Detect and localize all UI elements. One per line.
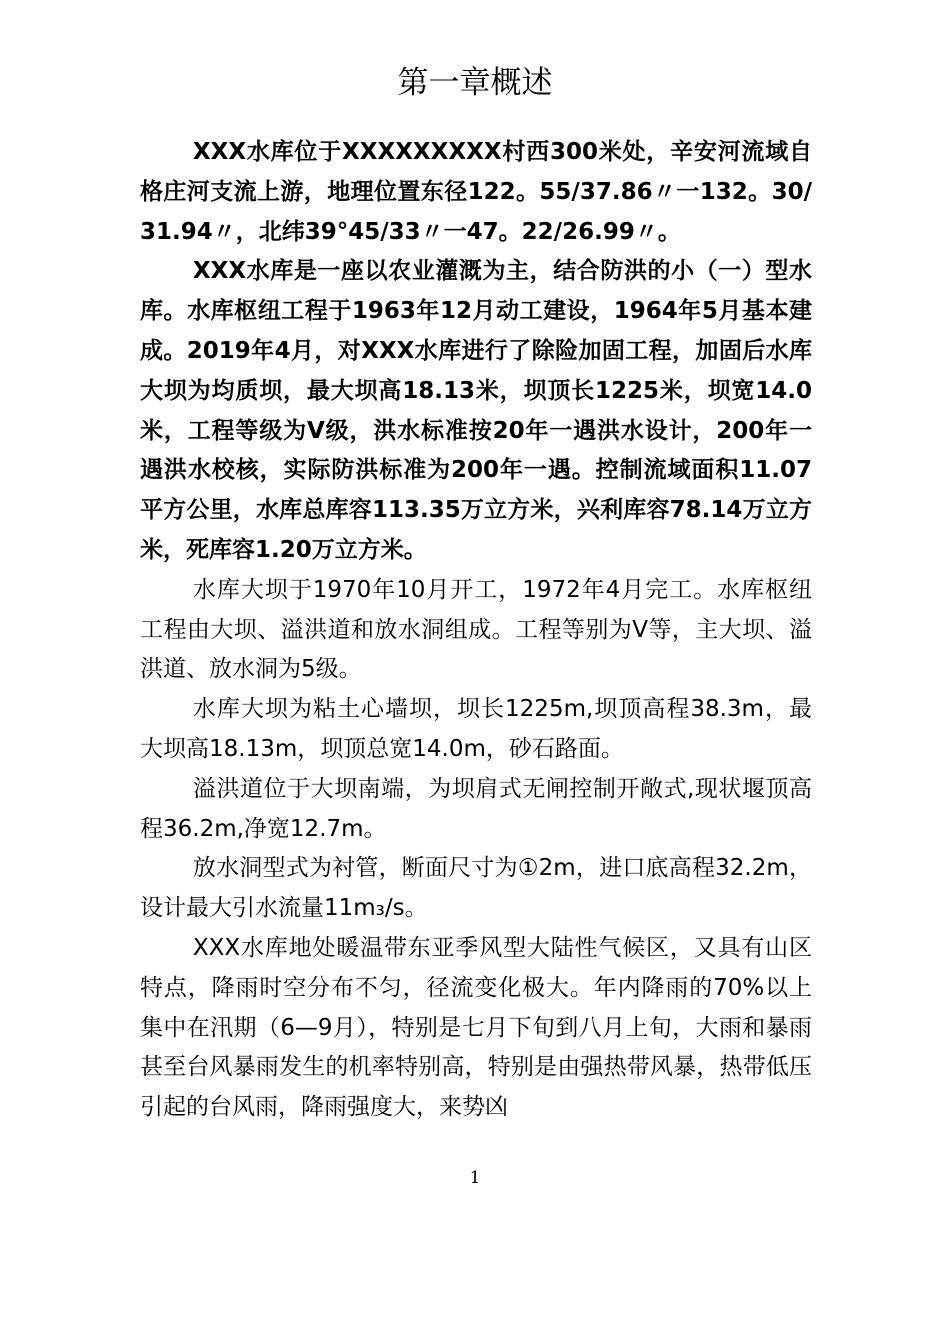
paragraph-dam: 水库大坝为粘土心墙坝，坝长1225m,坝顶高程38.3m，最大坝高18.13m，坝顶总宽14.0m，砂石路面。 (140, 696, 812, 762)
paragraph-overview: XXX水库是一座以农业灌溉为主，结合防洪的小（一）型水库。水库枢纽工程于1963年12月动工建设，1964年5月基本建成。2019年4月，对XXX水库进行了除险加固工程，加固后水库大坝为均质坝，最大坝高18.13米，坝顶长1225米，坝宽14.0米，工程等级为V级，洪水标准按20年一遇洪水设计，200年一遇洪水校核，实际防洪标准为200年一遇。控制流域面积11.07平方公里，水库总库容113.35万立方米，兴利库容78.14万立方米，死库容1.20万立方米。 (140, 258, 812, 563)
paragraph-spillway: 溢洪道位于大坝南端，为坝肩式无闸控制开敞式,现状堰顶高程36.2m,净宽12.7m。 (140, 775, 812, 842)
paragraph-climate: XXX水库地处暖温带东亚季风型大陆性气候区，又具有山区特点，降雨时空分布不匀，径流变化极大。年内降雨的70%以上集中在汛期（6—9月），特别是七月下旬到八月上旬，大雨和暴雨甚至台风暴雨发生的机率特别高，特别是由强热带风暴，热带低压引起的台风雨，降雨强度大，来势凶 (140, 934, 812, 1121)
paragraph-outlet: 放水洞型式为衬管，断面尺寸为①2m，进口底高程32.2m，设计最大引水流量11m₃/s。 (140, 855, 812, 922)
body-text (140, 133, 812, 1128)
paragraph-location: XXX水库位于XXXXXXXXX村西300米处，辛安河流域自格庄河支流上游，地理位置东径122。55/37.86〃一132。30/31.94〃，北纬39°45/33〃一47。22/26.99〃。 (140, 139, 812, 245)
paragraph-construction: 水库大坝于1970年10月开工，1972年4月完工。水库枢纽工程由大坝、溢洪道和放水洞组成。工程等别为V等，主大坝、溢洪道、放水洞为5级。 (140, 576, 812, 683)
page-number: 1 (469, 1168, 481, 1188)
chapter-title: 第一章概述 (397, 64, 553, 101)
